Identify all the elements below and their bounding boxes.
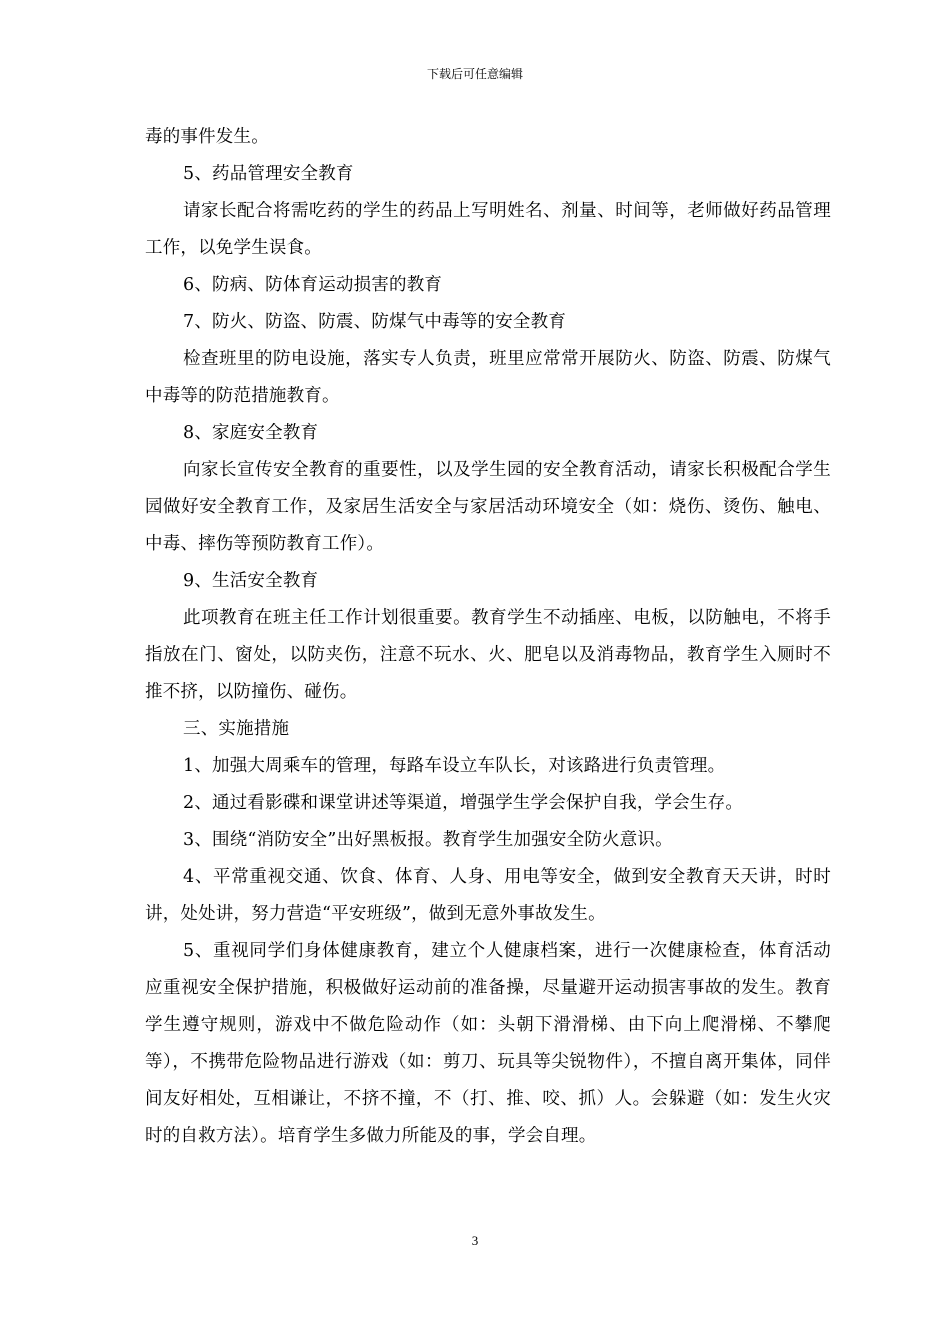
section-heading: 三、实施措施 [183,719,290,739]
list-item: 1、加强大周乘车的管理，每路车设立车队长，对该路进行负责管理。 [183,756,726,776]
section-heading: 6、防病、防体育运动损害的教育 [183,275,443,295]
paragraph: 检查班里的防电设施，落实专人负责，班里应常常开展防火、防盗、防震、防煤气中毒等的防范措施教育。 [145,349,831,406]
section-heading: 5、药品管理安全教育 [183,164,354,184]
list-item: 2、通过看影碟和课堂讲述等渠道，增强学生学会保护自我，学会生存。 [183,793,744,813]
list-item: 5、重视同学们身体健康教育，建立个人健康档案，进行一次健康检查，体育活动应重视安全保护措施，积极做好运动前的准备操，尽量避开运动损害事故的发生。教育学生遵守规则，游戏中不做危险动作（如：头朝下滑滑梯、由下向上爬滑梯、不攀爬等），不携带危险物品进行游戏（如：剪刀、玩具等尖锐物件），不擅自离开集体，同伴间友好相处，互相谦让，不挤不撞，不（打、推、咬、抓）人。会躲避（如：发生火灾时的自救方法）。培育学生多做力所能及的事，学会自理。 [145,941,831,1146]
document-body [145,119,831,1155]
page-header: 下载后可任意编辑 [426,67,523,81]
list-item: 4、平常重视交通、饮食、体育、人身、用电等安全，做到安全教育天天讲，时时讲，处处讲，努力营造“平安班级”，做到无意外事故发生。 [145,867,831,924]
paragraph: 请家长配合将需吃药的学生的药品上写明姓名、剂量、时间等，老师做好药品管理工作，以免学生误食。 [145,201,831,258]
paragraph: 此项教育在班主任工作计划很重要。教育学生不动插座、电板，以防触电，不将手指放在门、窗处，以防夹伤，注意不玩水、火、肥皂以及消毒物品，教育学生入厕时不推不挤，以防撞伤、碰伤。 [145,608,831,702]
page-number: 3 [471,1233,479,1248]
list-item: 3、围绕“消防安全”出好黑板报。教育学生加强安全防火意识。 [183,830,673,850]
paragraph: 毒的事件发生。 [145,127,269,147]
section-heading: 7、防火、防盗、防震、防煤气中毒等的安全教育 [183,312,567,332]
section-heading: 9、生活安全教育 [183,571,319,591]
paragraph: 向家长宣传安全教育的重要性，以及学生园的安全教育活动，请家长积极配合学生园做好安全教育工作，及家居生活安全与家居活动环境安全（如：烧伤、烫伤、触电、中毒、摔伤等预防教育工作）。 [145,460,831,554]
section-heading: 8、家庭安全教育 [183,423,319,443]
